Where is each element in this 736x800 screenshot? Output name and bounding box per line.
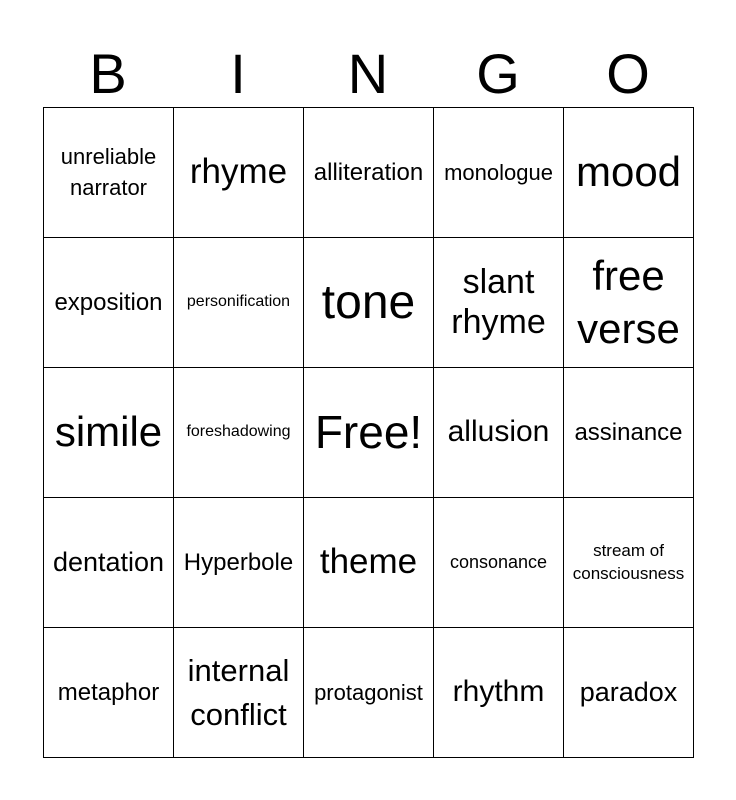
bingo-cell-r2c3[interactable]: tone: [304, 238, 434, 368]
bingo-cell-r5c2[interactable]: internal conflict: [174, 628, 304, 758]
bingo-cell-r5c4[interactable]: rhythm: [434, 628, 564, 758]
header-letter-b: B: [89, 42, 127, 105]
bingo-board: [43, 107, 694, 758]
header-letter-o: O: [606, 42, 650, 105]
bingo-cell-r3c4[interactable]: allusion: [434, 368, 564, 498]
bingo-cell-r3c1[interactable]: simile: [44, 368, 174, 498]
bingo-cell-r4c2[interactable]: Hyperbole: [174, 498, 304, 628]
header-letter-n: N: [347, 42, 389, 105]
bingo-header: [43, 40, 693, 108]
bingo-cell-r1c1[interactable]: unreliable narrator: [44, 108, 174, 238]
bingo-cell-r3c5[interactable]: assinance: [564, 368, 694, 498]
bingo-cell-r4c5[interactable]: stream of consciousness: [564, 498, 694, 628]
bingo-cell-r2c5[interactable]: free verse: [564, 238, 694, 368]
bingo-cell-r3c2[interactable]: foreshadowing: [174, 368, 304, 498]
bingo-cell-r4c4[interactable]: consonance: [434, 498, 564, 628]
bingo-cell-r1c4[interactable]: monologue: [434, 108, 564, 238]
bingo-cell-r2c1[interactable]: exposition: [44, 238, 174, 368]
bingo-cell-r1c5[interactable]: mood: [564, 108, 694, 238]
bingo-cell-r5c1[interactable]: metaphor: [44, 628, 174, 758]
bingo-cell-r1c3[interactable]: alliteration: [304, 108, 434, 238]
bingo-cell-r1c2[interactable]: rhyme: [174, 108, 304, 238]
bingo-cell-r2c4[interactable]: slant rhyme: [434, 238, 564, 368]
bingo-cell-r2c2[interactable]: personification: [174, 238, 304, 368]
bingo-cell-free[interactable]: Free!: [304, 368, 434, 498]
header-letter-i: I: [230, 42, 246, 105]
bingo-cell-r4c1[interactable]: dentation: [44, 498, 174, 628]
bingo-cell-r4c3[interactable]: theme: [304, 498, 434, 628]
header-letter-g: G: [476, 42, 520, 105]
bingo-cell-r5c5[interactable]: paradox: [564, 628, 694, 758]
bingo-cell-r5c3[interactable]: protagonist: [304, 628, 434, 758]
